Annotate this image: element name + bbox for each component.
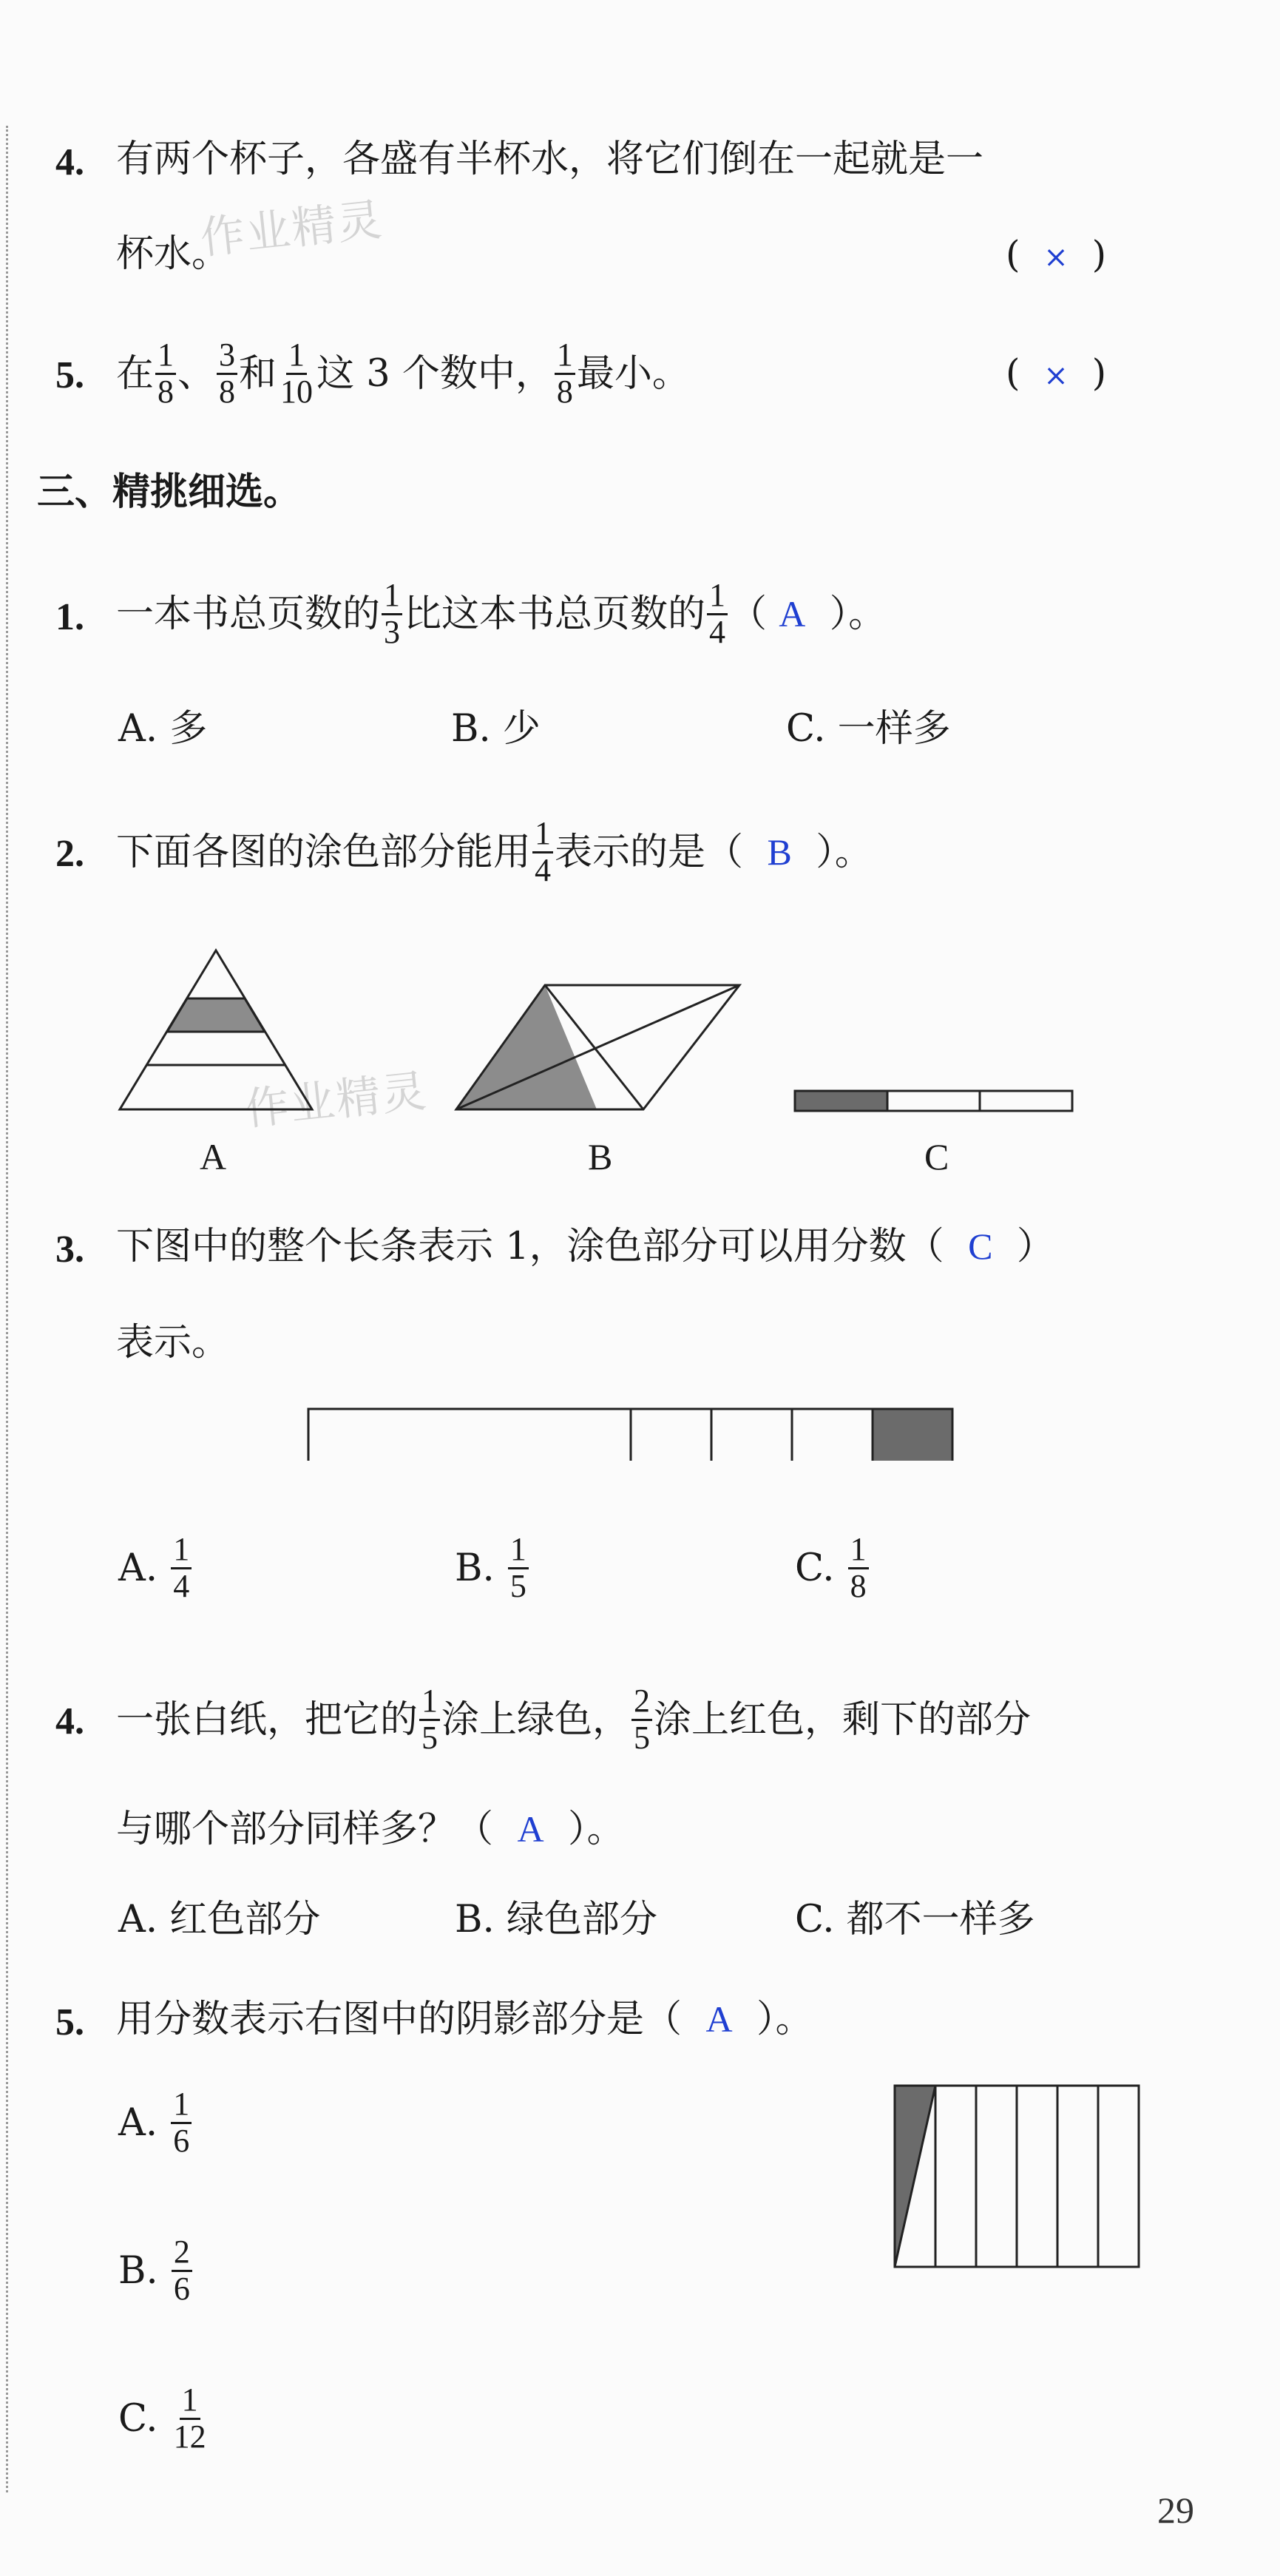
fraction-1-8: $\frac{1}{8}$: [155, 338, 176, 408]
q3-number: 3.: [55, 1228, 84, 1271]
judge-4-number: 4.: [55, 141, 84, 183]
judge-4-answer-paren: ( × ): [1006, 233, 1107, 276]
q3-option-a: A. $\frac{1}{4}$: [118, 1520, 193, 1616]
section-3-title: 三、精挑细选。: [37, 470, 302, 514]
judge-4-text-line2: 杯水。: [116, 232, 230, 276]
fraction-1-5: $\frac{1}{5}$: [419, 1684, 440, 1754]
q2-answer: B: [767, 831, 792, 873]
q3-text-line2: 表示。: [116, 1321, 230, 1365]
q5-option-b: B. $\frac{2}{6}$: [118, 2222, 194, 2319]
fraction-2-5: $\frac{2}{5}$: [631, 1684, 652, 1754]
q1-number: 1.: [55, 596, 84, 638]
watermark: 作业精灵: [197, 194, 386, 265]
judge-4-mark: ×: [1043, 240, 1069, 274]
watermark: 作业精灵: [242, 1065, 430, 1136]
q3-option-c: C. $\frac{1}{8}$: [795, 1520, 870, 1616]
judge-5-answer-paren: ( × ): [1006, 351, 1107, 394]
q5-option-c: C. $\frac{1}{12}$: [118, 2381, 206, 2455]
fraction-1-4-q2: $\frac{1}{4}$: [532, 817, 553, 887]
q3-text-line1: 下图中的整个长条表示 1，涂色部分可以用分数（ C ）: [116, 1225, 1054, 1268]
fraction-1-8b: $\frac{1}{8}$: [555, 338, 575, 408]
q2-number: 2.: [55, 833, 84, 875]
q4-option-a: A. 红色部分: [118, 1898, 321, 1941]
q5-answer: A: [705, 1998, 733, 2040]
fraction-1-3: $\frac{1}{3}$: [382, 578, 402, 649]
q3-answer: C: [968, 1226, 993, 1267]
q4-option-b: B. 绿色部分: [455, 1898, 657, 1941]
figure-c-label: C: [924, 1136, 949, 1177]
fraction-1-10: $\frac{1}{10}$: [280, 337, 314, 410]
q4-number: 4.: [55, 1700, 84, 1742]
q4-option-c: C. 都不一样多: [795, 1898, 1035, 1941]
figure-b-label: B: [588, 1136, 613, 1177]
q4-text-line2: 与哪个部分同样多？（ A ）。: [116, 1808, 625, 1851]
judge-5-text: 在 $\frac{1}{8}$ 、 $\frac{3}{8}$ 和 $\frac{1}{10}$ 这 3 个数中， $\frac{1}{8}$ 最小。: [116, 337, 690, 410]
fraction-1-4: $\frac{1}{4}$: [707, 578, 728, 649]
figure-a-triangle: [120, 950, 312, 1109]
q2-text: 下面各图的涂色部分能用 $\frac{1}{4}$ 表示的是 （ B ）。: [116, 815, 873, 888]
q1-text: 一本书总页数的 $\frac{1}{3}$ 比这本书总页数的 $\frac{1}{4}$ （ A ）。: [116, 577, 887, 650]
q1-option-a: A. 多: [118, 707, 208, 751]
judge-5-mark: ×: [1043, 359, 1069, 393]
figure-a-label: A: [200, 1136, 227, 1177]
figure-b-parallelogram: [456, 985, 739, 1109]
judge-4-text-line1: 有两个杯子，各盛有半杯水，将它们倒在一起就是一: [116, 138, 984, 181]
judge-5-number: 5.: [55, 354, 84, 396]
q4-answer: A: [517, 1808, 544, 1850]
q2-figures: [0, 939, 1280, 1183]
q5-text: 用分数表示右图中的阴影部分是（ A ）。: [116, 1998, 813, 2041]
figure-c-bar: [795, 1091, 1072, 1111]
q1-answer: A: [779, 593, 806, 635]
q1-option-b: B. 少: [451, 707, 541, 751]
q3-bar-figure: [0, 1402, 1280, 1461]
q1-option-c: C. 一样多: [786, 707, 951, 751]
q3-option-b: B. $\frac{1}{5}$: [455, 1520, 530, 1616]
q5-option-a: A. $\frac{1}{6}$: [118, 2075, 193, 2171]
page-number: 29: [1157, 2489, 1194, 2531]
q5-number: 5.: [55, 2001, 84, 2043]
fraction-3-8: $\frac{3}{8}$: [217, 338, 237, 408]
q4-text-line1: 一张白纸，把它的 $\frac{1}{5}$ 涂上绿色， $\frac{2}{5}$ 涂上红色，剩下的部分: [116, 1683, 1032, 1756]
